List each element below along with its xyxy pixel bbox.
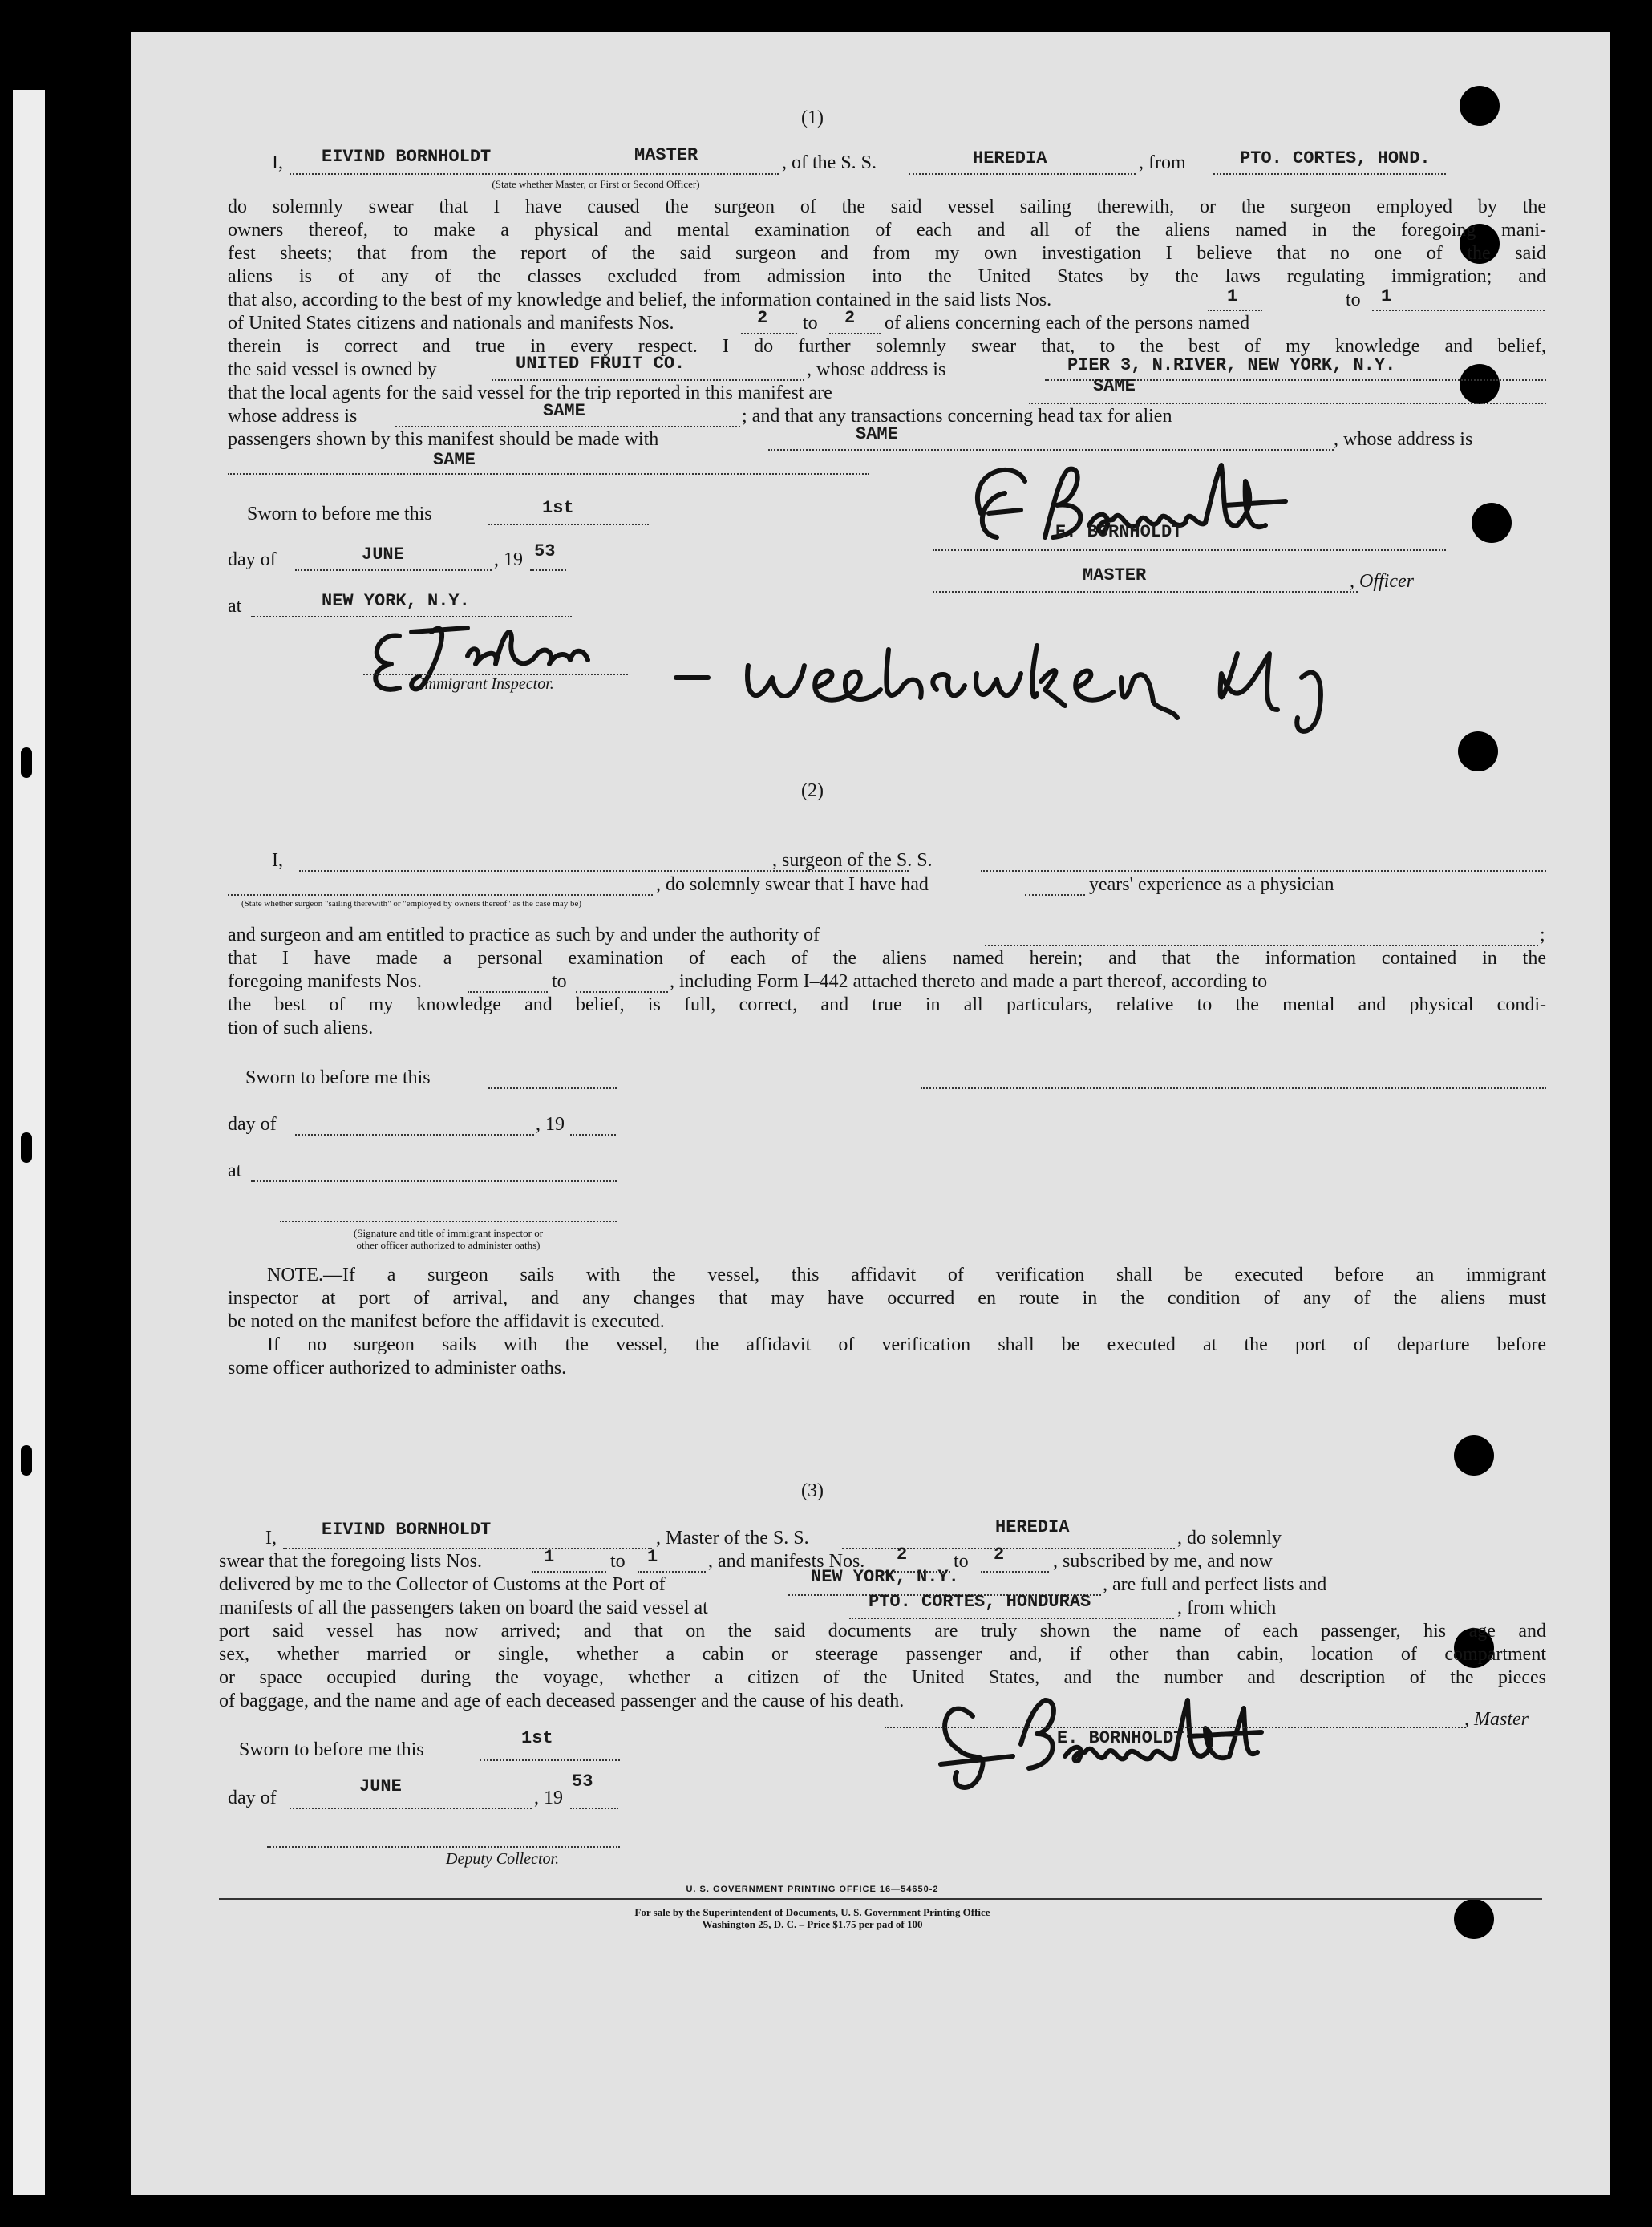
label-from: , from [1139, 152, 1186, 173]
master-name: EIVIND BORNHOLDT [322, 1520, 492, 1540]
text-line: the said vessel is owned by [228, 359, 437, 380]
label-i: I, [272, 850, 283, 871]
year-prefix: , 19 [534, 1788, 563, 1808]
manifest-page [131, 32, 1610, 2195]
punch-hole [1460, 364, 1500, 404]
text-line: , subscribed by me, and now [1053, 1551, 1273, 1572]
text-line: whose address is [228, 406, 358, 427]
at-label: at [228, 596, 242, 617]
vessel-owner: UNITED FRUIT CO. [516, 354, 686, 374]
year-prefix: , 19 [536, 1114, 565, 1135]
manifest-to: 2 [844, 308, 856, 328]
sworn-label: Sworn to before me this [245, 1067, 431, 1088]
surgeon-of-label: , surgeon of the S. S. [772, 850, 933, 871]
year-prefix: , 19 [494, 549, 523, 570]
text-line: , whose address is [807, 359, 946, 380]
binder-strip [13, 90, 45, 2195]
vessel-name: HEREDIA [973, 148, 1047, 168]
boarding-port: PTO. CORTES, HONDURAS [869, 1592, 1091, 1612]
departure-port: PTO. CORTES, HOND. [1240, 148, 1431, 168]
sworn-label: Sworn to before me this [247, 504, 432, 524]
text-line: and surgeon and am entitled to practice as such by and under the authority of [228, 925, 820, 945]
note-line: If no surgeon sails with the vessel, the affidavit of verification shall be executed at the port of departure before [267, 1334, 1546, 1355]
section-number: (3) [801, 1480, 824, 1501]
punch-hole [1454, 1435, 1494, 1476]
text-line: of baggage, and the name and age of each deceased passenger and the cause of his death. [219, 1690, 905, 1711]
head-tax-address: SAME [433, 450, 476, 470]
text-line: delivered by me to the Collector of Customs at the Port of [219, 1574, 666, 1595]
text-line: manifests of all the passengers taken on board the said vessel at [219, 1597, 708, 1618]
text-line: ; and that any transactions concerning head tax for alien [742, 406, 1172, 427]
deputy-label: Deputy Collector. [446, 1850, 560, 1868]
day-of-label: day of [228, 1788, 277, 1808]
punch-hole [1472, 503, 1512, 543]
head-tax-agent: SAME [856, 424, 898, 444]
owner-address: PIER 3, N.RIVER, NEW YORK, N.Y. [1067, 355, 1396, 375]
text-line: passengers shown by this manifest should be made with [228, 429, 659, 450]
text-line: , do solemnly [1177, 1528, 1282, 1549]
sworn-day: 1st [542, 498, 574, 518]
label-to: to [954, 1551, 969, 1572]
note-line: inspector at port of arrival, and any changes that may have occurred en route in the condition of any of the aliens must [228, 1288, 1546, 1309]
punch-hole [1458, 731, 1498, 771]
officer-typed-rank: MASTER [1083, 565, 1147, 585]
master-of-label: , Master of the S. S. [656, 1528, 809, 1549]
text-line: , including Form I–442 attached thereto and made a part thereof, according to [670, 971, 1268, 992]
inspector-label: Immigrant Inspector. [419, 675, 554, 693]
label-i: I, [272, 152, 283, 173]
text-line: that also, according to the best of my knowledge and belief, the information contained in the said lists Nos. [228, 290, 1052, 310]
master-name: EIVIND BORNHOLDT [322, 147, 492, 167]
local-agents: SAME [1093, 376, 1136, 396]
sworn-day: 1st [521, 1728, 553, 1748]
text-line: that I have made a personal examination of each of the aliens named herein; and that the information contained in the [228, 948, 1546, 969]
label-to: to [803, 313, 818, 334]
text-line: owners thereof, to make a physical and mental examination of each and all of the aliens named in the foregoing mani- [228, 220, 1546, 241]
agents-address: SAME [543, 401, 585, 421]
text-line: to [552, 971, 567, 992]
master-label: , Master [1464, 1709, 1529, 1730]
text-line: years' experience as a physician [1089, 874, 1334, 895]
text-line: swear that the foregoing lists Nos. [219, 1551, 482, 1572]
sworn-year: 53 [572, 1771, 593, 1792]
sworn-place: NEW YORK, N.Y. [322, 591, 470, 611]
strip-hole [21, 1445, 32, 1476]
text-line: aliens is of any of the classes excluded from admission into the United States by the laws regulating immigration; and [228, 266, 1546, 287]
text-line: the best of my knowledge and belief, is full, correct, and true in all particulars, relative to the mental and physical condi- [228, 994, 1546, 1015]
manifest-to: 2 [994, 1545, 1005, 1565]
text-line: tion of such aliens. [228, 1018, 374, 1039]
text-line: do solemnly swear that I have caused the surgeon of the said vessel sailing therewith, or the surgeon employed by the [228, 196, 1546, 217]
list-to: 1 [647, 1547, 658, 1567]
surgeon-caption: (State whether surgeon "sailing therewith" or "employed by owners thereof" as the case may be) [241, 899, 582, 909]
label-of-ss: , of the S. S. [782, 152, 877, 173]
day-of-label: day of [228, 549, 277, 570]
sworn-year: 53 [534, 541, 556, 561]
text-line: ; [1540, 925, 1545, 945]
text-line: of United States citizens and nationals and manifests Nos. [228, 313, 674, 334]
list-from: 1 [1227, 286, 1238, 306]
text-line: foregoing manifests Nos. [228, 971, 422, 992]
text-line: port said vessel has now arrived; and that on the said documents are truly shown the name of each passenger, his age and [219, 1621, 1546, 1642]
section-number: (1) [801, 107, 824, 128]
note-line: some officer authorized to administer oaths. [228, 1358, 567, 1379]
text-line: , and manifests Nos. [708, 1551, 865, 1572]
text-line: fest sheets; that from the report of the said surgeon and from my own investigation I believe that no one of the said [228, 243, 1546, 264]
master-typed-name: E. BORNHOLDT [1057, 1728, 1184, 1748]
handwritten-location-drawing [660, 630, 1382, 742]
manifest-from: 2 [757, 308, 768, 328]
list-from: 1 [544, 1547, 555, 1567]
label-i: I, [265, 1528, 277, 1549]
text-line: that the local agents for the said vessel for the trip reported in this manifest are [228, 383, 832, 403]
label-to: to [610, 1551, 626, 1572]
manifest-from: 2 [897, 1545, 908, 1565]
text-line: therein is correct and true in every respect. I do further solemnly swear that, to the best of my knowledge and belief, [228, 336, 1546, 357]
text-line: of aliens concerning each of the persons named [885, 313, 1250, 334]
vessel-name: HEREDIA [995, 1517, 1070, 1537]
section-number: (2) [801, 780, 824, 801]
signature-caption: (Signature and title of immigrant inspector or [353, 1227, 544, 1239]
strip-hole [21, 747, 32, 778]
note-line: NOTE.—If a surgeon sails with the vessel, this affidavit of verification shall be executed before an immigrant [267, 1265, 1546, 1286]
officer-rank: MASTER [634, 145, 698, 165]
sworn-label: Sworn to before me this [239, 1739, 424, 1760]
text-line: sex, whether married or single, whether a cabin or steerage passenger and, if other than cabin, location of compartment [219, 1644, 1546, 1665]
text-line: or space occupied during the voyage, whether a citizen of the United States, and the number and description of the pieces [219, 1667, 1546, 1688]
sworn-month: JUNE [362, 545, 404, 565]
officer-label: , Officer [1350, 571, 1414, 592]
sworn-month: JUNE [359, 1776, 402, 1796]
text-line: , are full and perfect lists and [1103, 1574, 1327, 1595]
signature-caption: other officer authorized to administer oaths) [356, 1239, 541, 1251]
sale-notice: Washington 25, D. C. – Price $1.75 per pad of 100 [702, 1918, 923, 1930]
day-of-label: day of [228, 1114, 277, 1135]
label-to: to [1346, 290, 1361, 310]
sale-notice: For sale by the Superintendent of Documents, U. S. Government Printing Office [634, 1906, 990, 1918]
collector-port: NEW YORK, N.Y. [811, 1567, 959, 1587]
officer-typed-name: E. BORNHOLDT [1055, 522, 1183, 542]
printer-imprint: U. S. GOVERNMENT PRINTING OFFICE 16—54650-2 [686, 1885, 939, 1894]
rank-caption: (State whether Master, or First or Second Officer) [492, 178, 700, 190]
at-label: at [228, 1160, 242, 1181]
text-line: , do solemnly swear that I have had [656, 874, 929, 895]
list-to: 1 [1381, 286, 1392, 306]
text-line: , from which [1177, 1597, 1277, 1618]
text-line: , whose address is [1334, 429, 1473, 450]
note-line: be noted on the manifest before the affidavit is executed. [228, 1311, 665, 1332]
strip-hole [21, 1132, 32, 1163]
